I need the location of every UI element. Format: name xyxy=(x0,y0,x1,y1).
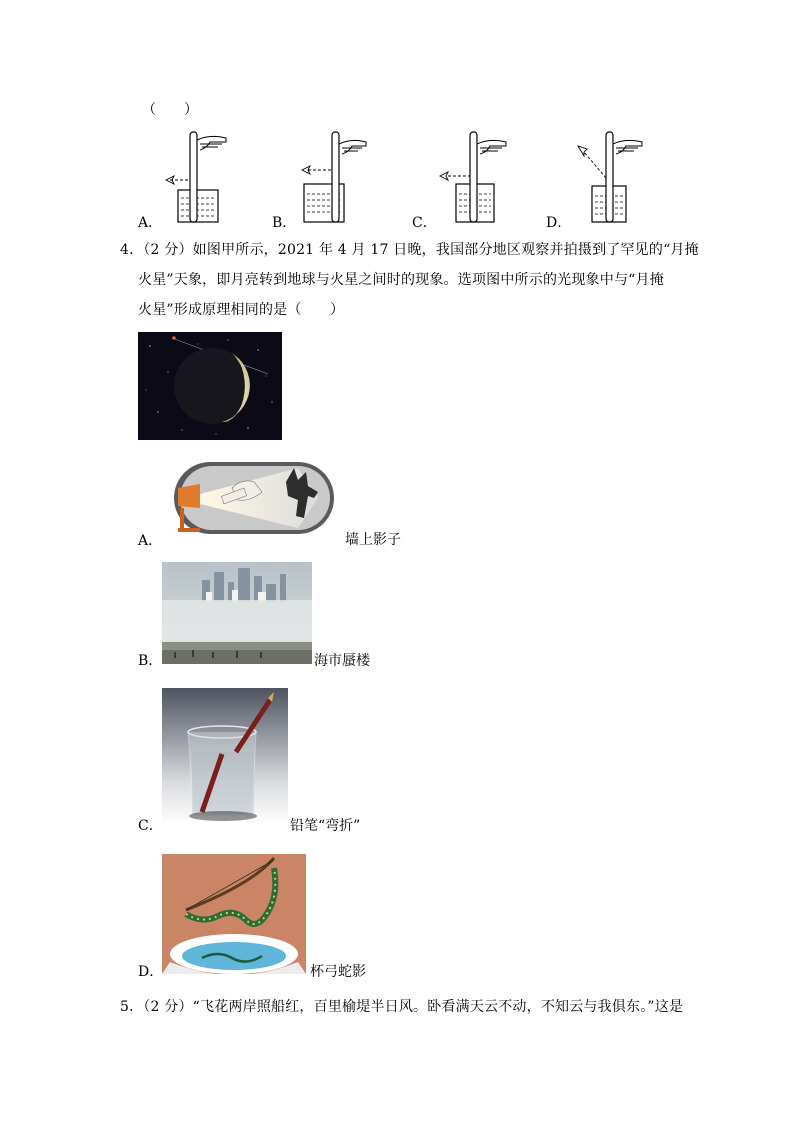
beaker-diagram-a xyxy=(160,128,240,224)
option-c-label: C． xyxy=(412,215,437,231)
option-a-label: A． xyxy=(138,215,163,231)
q4-option-a-caption: 墙上影子 xyxy=(345,532,401,548)
mirage-image xyxy=(162,562,312,664)
q4-option-b-label: B． xyxy=(138,653,163,669)
q4-option-a-label: A． xyxy=(138,533,163,549)
q4-text-line-3: 火星”形成原理相同的是（ ） xyxy=(138,302,345,318)
wall-shadow-image xyxy=(168,458,336,538)
q4-text-line-1: 4．（2 分）如图甲所示，2021 年 4 月 17 日晚，我国部分地区观察并拍摄到了罕见的“月掩 xyxy=(120,242,699,258)
q4-option-c-label: C． xyxy=(138,818,163,834)
moon-occultation-photo xyxy=(138,332,282,440)
bent-pencil-image xyxy=(162,688,288,824)
answer-blank: （ ） xyxy=(142,102,198,118)
bow-snake-image xyxy=(162,854,306,974)
option-d-label: D． xyxy=(546,215,572,231)
q4-text-line-2: 火星”天象，即月亮转到地球与火星之间时的现象。选项图中所示的光现象中与“月掩 xyxy=(138,272,664,288)
q4-option-b-caption: 海市蜃楼 xyxy=(314,653,370,669)
q4-option-d-caption: 杯弓蛇影 xyxy=(310,964,366,980)
option-b-label: B． xyxy=(272,215,297,231)
beaker-diagram-b xyxy=(296,128,376,224)
q4-option-c-caption: 铅笔“弯折” xyxy=(290,818,361,834)
beaker-diagram-d xyxy=(570,128,650,224)
q4-option-d-label: D． xyxy=(138,964,164,980)
beaker-diagram-c xyxy=(436,128,516,224)
q5-text-line-1: 5．（2 分）“飞花两岸照船红，百里榆堤半日风。卧看满天云不动，不知云与我俱东。”这是 xyxy=(120,999,684,1015)
